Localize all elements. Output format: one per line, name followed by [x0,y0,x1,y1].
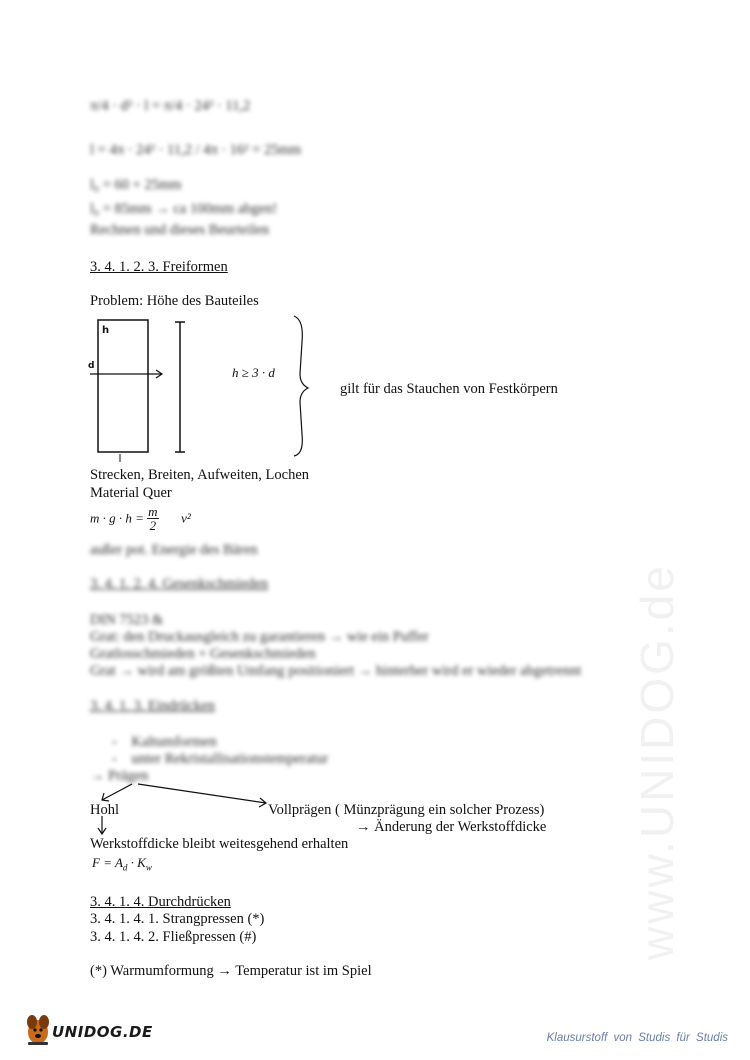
blurred-equation-3: l₀ = 60 + 25mm [90,177,182,193]
warmumformung-note: (*) Warmumformung → Temperatur ist im Spiel [90,963,372,979]
gesenk-line-3: Gratlosschmieden + Gesenkschmieden [90,646,316,662]
bullet-rekristallisation: - unter Rekristallisationstemperatur [112,751,329,767]
energy-lhs: m · g · h = [90,510,144,526]
label-d: d [88,361,95,371]
footer-tagline: Klausurstoff von Studis für Studis [546,1032,728,1044]
praegen-line: → Prägen [90,768,149,784]
problem-text: Problem: Höhe des Bauteiles [90,293,259,309]
condition-note: gilt für das Stauchen von Festkörpern [340,381,558,397]
section-heading-freiformen: 3. 4. 1. 2. 3. Freiformen [90,259,228,275]
watermark: www.UNIDOG.de [631,563,683,960]
vollpraegen-label: Vollprägen ( Münzprägung ein solcher Prozess) [268,802,545,818]
werkstoff-line: Werkstoffdicke bleibt weitesgehend erhalten [90,836,349,852]
energy-fraction [147,505,158,532]
energy-numerator: m [148,504,158,519]
hohl-label: Hohl [90,802,119,818]
blurred-equation-1: π/4 · d² · l = π/4 · 24² · 11,2 [90,98,251,114]
force-formula: $F = A_d \cdot K_w$ [92,855,152,873]
strangpressen-item: 3. 4. 1. 4. 1. Strangpressen (*) [90,911,265,927]
section-heading-eindruecken: 3. 4. 1. 3. Eindrücken [90,698,215,714]
workpiece-rect [98,320,148,452]
upsetting-diagram [86,312,316,468]
curly-brace [294,316,308,456]
bullet-kaltumformen: - Kaltumformen [112,734,217,750]
energy-denominator: 2 [149,518,157,533]
label-h: h [102,325,110,336]
blurred-energy-note: außer pot. Energie des Bären [90,542,258,558]
logo-text: UNIDOG.DE [52,1023,153,1041]
condition-formula: h ≥ 3 · d [232,365,275,380]
praegen-arrows [90,776,290,836]
operations-line: Strecken, Breiten, Aufweiten, Lochen [90,467,310,483]
aenderung-label: → Änderung der Werkstoffdicke [356,819,547,835]
gesenk-line-2: Grat: den Druckausgleich zu garantieren → wie ein Puffer [90,629,429,645]
energy-rhs: v² [181,510,191,526]
fliesspressen-item: 3. 4. 1. 4. 2. Fließpressen (#) [90,929,257,945]
blurred-equation-4: l₀ = 85mm → ca 100mm abgen! [90,201,278,217]
material-line: Material Quer [90,485,172,501]
energy-formula [90,505,191,532]
section-heading-gesenkschmieden: 3. 4. 1. 2. 4. Gesenkschmieden [90,576,268,592]
blurred-equation-2: l = 4π · 24² · 11,2 / 4π · 16² = 25mm [90,142,302,158]
gesenk-line-4: Grat → wird am größten Umfang positioniert → hinterher wird er wieder abgetrennt [90,663,582,679]
section-heading-durchdruecken: 3. 4. 1. 4. Durchdrücken [90,894,231,910]
gesenk-line-1: DIN 7523 & [90,612,164,628]
blurred-equation-5: Rechnen und dieses Beurteilen [90,222,270,238]
